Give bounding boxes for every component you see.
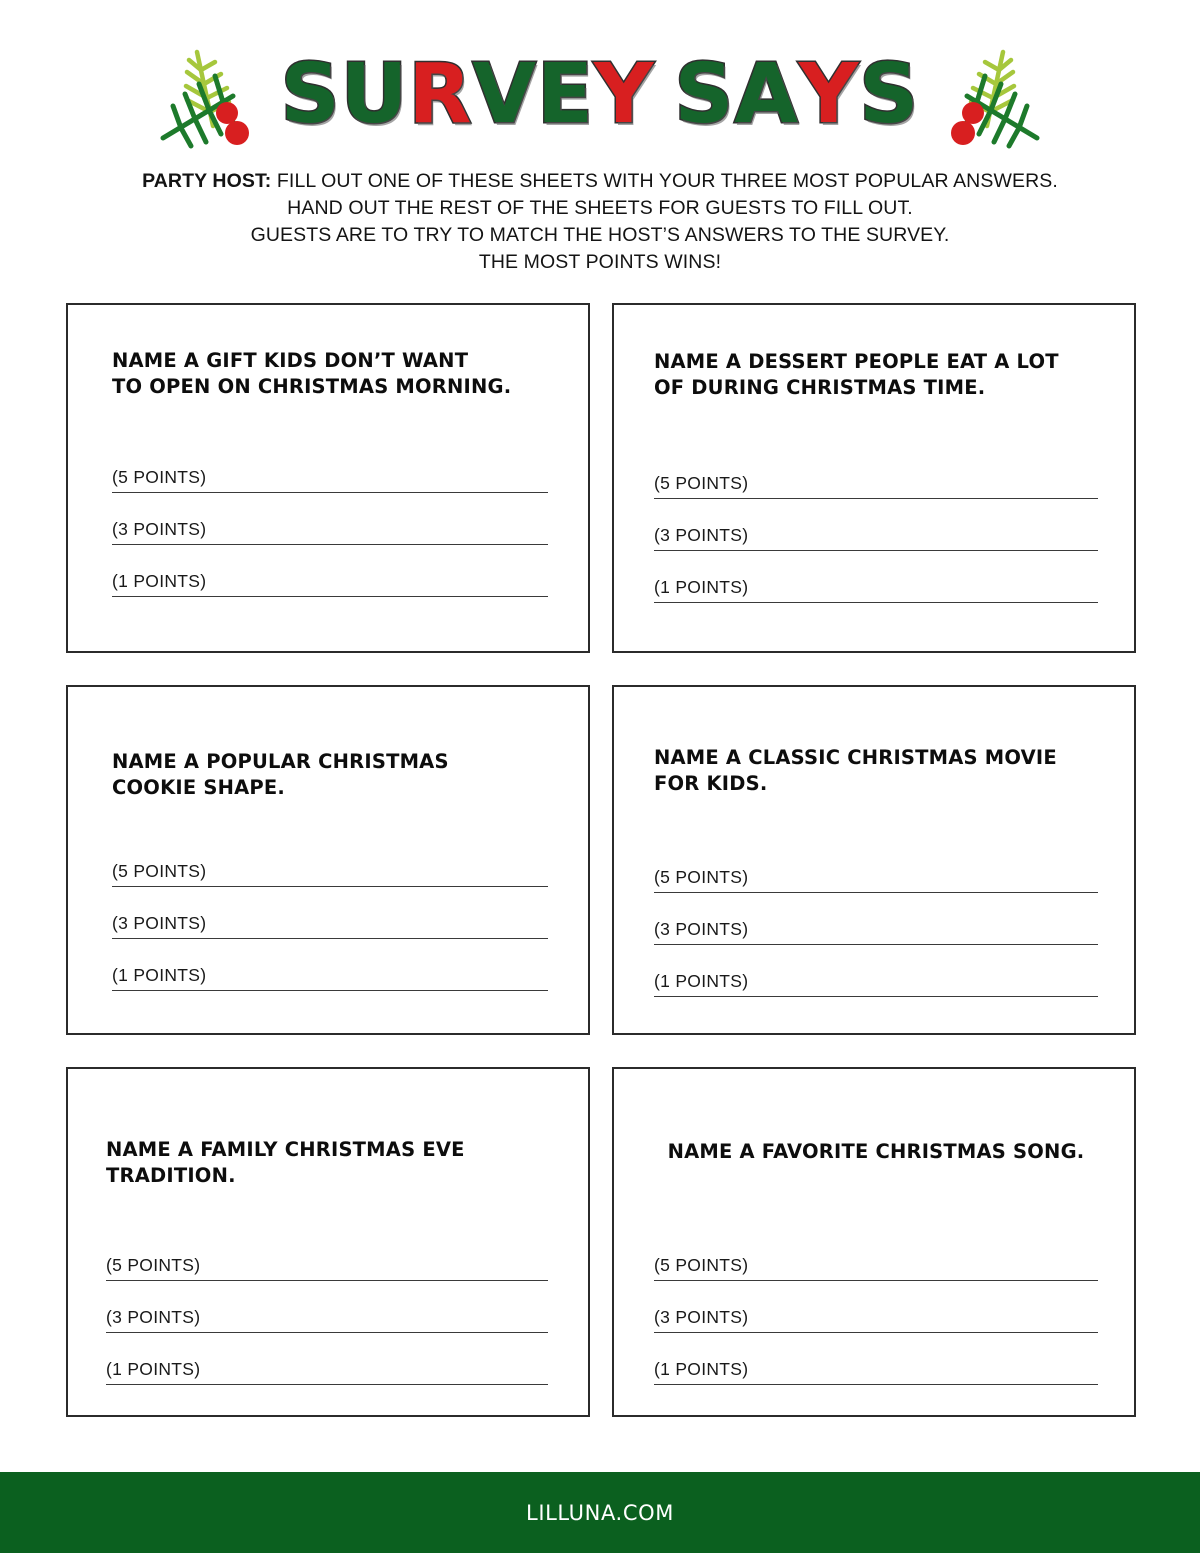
answer-line-3-points[interactable] (112, 493, 548, 545)
title-letter: S (674, 47, 735, 142)
points-label: (1 POINTS) (654, 577, 752, 598)
instructions-line-1-rest: FILL OUT ONE OF THESE SHEETS WITH YOUR THREE MOST POPULAR ANSWERS. (271, 170, 1058, 192)
answer-line-1-points[interactable] (654, 551, 1098, 603)
survey-card-title (654, 349, 1098, 401)
answer-line-1-points[interactable] (654, 1333, 1098, 1385)
survey-card (612, 685, 1136, 1035)
title-letter: R (408, 47, 473, 142)
survey-card-title-line-1: NAME A POPULAR CHRISTMAS (112, 750, 449, 773)
survey-card-title-line-1: NAME A CLASSIC CHRISTMAS MOVIE (654, 746, 1057, 769)
points-label: (5 POINTS) (112, 861, 210, 882)
points-label: (1 POINTS) (112, 965, 210, 986)
survey-card (66, 303, 590, 653)
points-label: (5 POINTS) (106, 1255, 204, 1276)
title-letter: Y (593, 47, 655, 142)
answer-line-5-points[interactable] (654, 447, 1098, 499)
points-label: (1 POINTS) (654, 1359, 752, 1380)
answer-line-3-points[interactable] (654, 893, 1098, 945)
title-letter: V (472, 47, 537, 142)
points-label: (5 POINTS) (112, 467, 210, 488)
answer-line-3-points[interactable] (106, 1281, 548, 1333)
berry-icon (951, 121, 975, 145)
survey-card (66, 1067, 590, 1417)
points-label: (5 POINTS) (654, 473, 752, 494)
site-footer (0, 1472, 1200, 1553)
survey-card-title-line-2: COOKIE SHAPE. (112, 776, 286, 799)
answer-line-5-points[interactable] (106, 1229, 548, 1281)
survey-card-title-line-1: NAME A FAVORITE CHRISTMAS SONG. (667, 1140, 1085, 1163)
survey-card-title (106, 1137, 548, 1189)
page-header (0, 30, 1200, 160)
survey-card (612, 303, 1136, 653)
survey-card-title-line-1: NAME A GIFT KIDS DON’T WANT (112, 349, 469, 372)
pine-sprig-holly-berries-right-icon (941, 38, 1051, 153)
instructions-block (0, 168, 1200, 276)
points-label: (3 POINTS) (106, 1307, 204, 1328)
title-letter: U (340, 47, 409, 142)
answer-line-1-points[interactable] (112, 545, 548, 597)
points-label: (3 POINTS) (654, 1307, 752, 1328)
points-label: (1 POINTS) (654, 971, 752, 992)
answer-line-3-points[interactable] (112, 887, 548, 939)
survey-card-title-line-1: NAME A FAMILY CHRISTMAS EVE (106, 1138, 465, 1161)
answer-line-1-points[interactable] (654, 945, 1098, 997)
footer-website-label: LILLUNA.COM (526, 1500, 674, 1525)
points-label: (3 POINTS) (654, 525, 752, 546)
answer-line-1-points[interactable] (106, 1333, 548, 1385)
survey-card-title-line-2: FOR KIDS. (654, 772, 768, 795)
title-letter: E (536, 47, 594, 142)
answer-line-3-points[interactable] (654, 499, 1098, 551)
answer-lines (112, 441, 548, 597)
answer-lines (112, 835, 548, 991)
survey-card-title (654, 1139, 1098, 1165)
answer-line-5-points[interactable] (654, 841, 1098, 893)
instructions-line-4: THE MOST POINTS WINS! (478, 251, 722, 273)
berry-icon (216, 102, 238, 124)
instructions-line-3: GUESTS ARE TO TRY TO MATCH THE HOST’S ANSWERS TO THE SURVEY. (250, 224, 950, 246)
instructions-line-2: HAND OUT THE REST OF THE SHEETS FOR GUESTS TO FILL OUT. (287, 197, 913, 219)
survey-card-title-line-2: TRADITION. (106, 1164, 236, 1187)
party-host-label: PARTY HOST: (142, 170, 272, 192)
title-letter: S (859, 47, 920, 142)
page-title (280, 47, 920, 142)
points-label: (5 POINTS) (654, 1255, 752, 1276)
points-label: (1 POINTS) (112, 571, 210, 592)
survey-card-title (654, 745, 1098, 797)
survey-card (66, 685, 590, 1035)
survey-card-title-line-2: OF DURING CHRISTMAS TIME. (654, 376, 986, 399)
points-label: (3 POINTS) (654, 919, 752, 940)
pine-sprig-holly-berries-left-icon (149, 38, 259, 153)
answer-line-3-points[interactable] (654, 1281, 1098, 1333)
survey-card-title (112, 749, 548, 801)
answer-line-1-points[interactable] (112, 939, 548, 991)
answer-lines (106, 1229, 548, 1385)
title-letter: S (280, 47, 341, 142)
answer-line-5-points[interactable] (112, 441, 548, 493)
survey-card-title-line-1: NAME A DESSERT PEOPLE EAT A LOT (654, 350, 1059, 373)
survey-card (612, 1067, 1136, 1417)
survey-card-grid (66, 303, 1136, 1417)
survey-card-title-line-2: TO OPEN ON CHRISTMAS MORNING. (112, 375, 512, 398)
survey-card-title (112, 348, 548, 400)
answer-lines (654, 841, 1098, 997)
answer-lines (654, 1229, 1098, 1385)
title-letter: Y (798, 47, 860, 142)
points-label: (1 POINTS) (106, 1359, 204, 1380)
title-letter: A (734, 47, 799, 142)
answer-lines (654, 447, 1098, 603)
berry-icon (225, 121, 249, 145)
points-label: (3 POINTS) (112, 913, 210, 934)
points-label: (3 POINTS) (112, 519, 210, 540)
instructions-line-1 (0, 168, 1200, 195)
answer-line-5-points[interactable] (654, 1229, 1098, 1281)
points-label: (5 POINTS) (654, 867, 752, 888)
answer-line-5-points[interactable] (112, 835, 548, 887)
